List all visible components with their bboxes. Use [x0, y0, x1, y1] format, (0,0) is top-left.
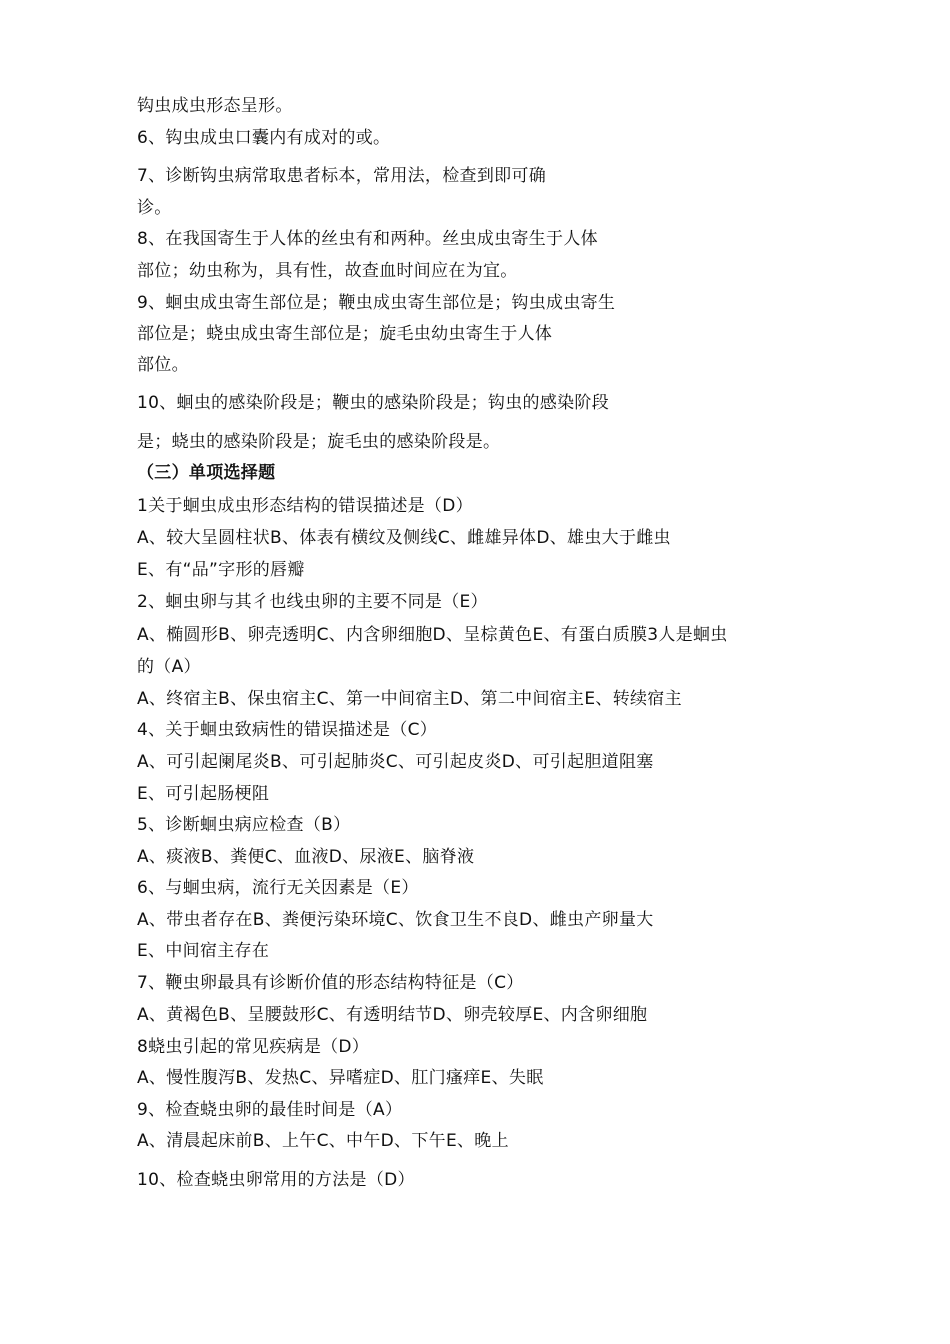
text-line: A、椭圆形B、卵壳透明C、内含卵细胞D、呈棕黄色E、有蛋白质膜3人是蛔虫 [137, 625, 728, 645]
text-line: 部位。 [137, 355, 189, 375]
text-line: 9、检查蛲虫卵的最佳时间是（A） [137, 1100, 403, 1120]
text-line: 7、鞭虫卵最具有诊断价值的形态结构特征是（C） [137, 973, 524, 993]
text-line: 部位是；蛲虫成虫寄生部位是；旋毛虫幼虫寄生于人体 [137, 324, 553, 344]
text-line: 7、诊断钩虫病常取患者标本，常用法，检查到即可确 [137, 166, 547, 186]
text-line: A、慢性腹泻B、发热C、异嗜症D、肛门瘙痒E、失眠 [137, 1068, 544, 1088]
text-line: 是；蛲虫的感染阶段是；旋毛虫的感染阶段是。 [137, 432, 501, 452]
text-line: 10、检查蛲虫卵常用的方法是（D） [137, 1170, 415, 1190]
text-line: 2、蛔虫卵与其彳也线虫卵的主要不同是（E） [137, 592, 488, 612]
text-line: 9、蛔虫成虫寄生部位是；鞭虫成虫寄生部位是；钩虫成虫寄生 [137, 293, 616, 313]
text-line: E、有“品”字形的唇瓣 [137, 560, 305, 580]
text-line: 1关于蛔虫成虫形态结构的错误描述是（D） [137, 496, 473, 516]
text-line: 的（A） [137, 657, 201, 677]
text-line: 6、钩虫成虫口囊内有成对的或。 [137, 128, 391, 148]
text-line: E、可引起肠梗阻 [137, 784, 270, 804]
text-line: A、带虫者存在B、粪便污染环境C、饮食卫生不良D、雌虫产卵量大 [137, 910, 654, 930]
text-line: E、中间宿主存在 [137, 941, 270, 961]
text-line: 诊。 [137, 198, 172, 218]
section-heading: （三）单项选择题 [137, 463, 276, 483]
text-line: 8、在我国寄生于人体的丝虫有和两种。丝虫成虫寄生于人体 [137, 229, 598, 249]
text-line: A、清晨起床前B、上午C、中午D、下午E、晚上 [137, 1131, 509, 1151]
text-line: 6、与蛔虫病，流行无关因素是（E） [137, 878, 419, 898]
text-line: A、黄褐色B、呈腰鼓形C、有透明结节D、卵壳较厚E、内含卵细胞 [137, 1005, 648, 1025]
text-line: 5、诊断蛔虫病应检查（B） [137, 815, 351, 835]
text-line: 8蛲虫引起的常见疾病是（D） [137, 1037, 370, 1057]
text-line: A、终宿主B、保虫宿主C、第一中间宿主D、第二中间宿主E、转续宿主 [137, 689, 682, 709]
text-line: A、痰液B、粪便C、血液D、尿液E、脑脊液 [137, 847, 475, 867]
text-line: A、可引起阑尾炎B、可引起肺炎C、可引起皮炎D、可引起胆道阻塞 [137, 752, 654, 772]
text-line: 4、关于蛔虫致病性的错误描述是（C） [137, 720, 438, 740]
text-line: 10、蛔虫的感染阶段是；鞭虫的感染阶段是；钩虫的感染阶段 [137, 393, 610, 413]
text-line: 钩虫成虫形态呈形。 [137, 96, 293, 116]
text-line: 部位；幼虫称为，具有性，故查血时间应在为宜。 [137, 261, 518, 281]
text-line: A、较大呈圆柱状B、体表有横纹及侧线C、雌雄异体D、雄虫大于雌虫 [137, 528, 671, 548]
